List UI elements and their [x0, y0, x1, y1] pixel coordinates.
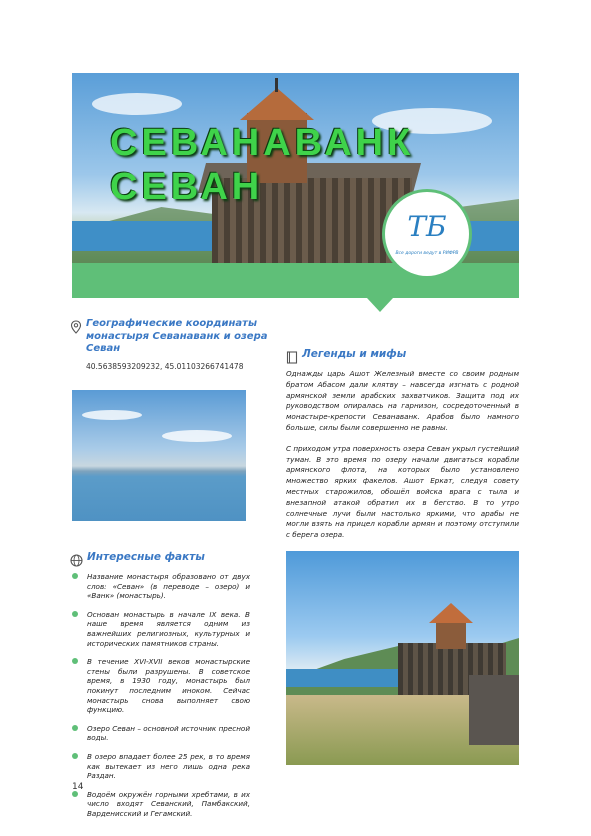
fact-text: Водоём окружён горными хребтами, в их число входят Севанский, Памбакский, Варденисский и Гегамский.: [87, 789, 250, 818]
bullet-icon: [72, 658, 78, 664]
fact-text: В течение XVI-XVII веков монастырские стены были разрушены. В советское время, в 1930 году, монастырь был покинут последним иноком. Сейчас монастырь снова выполняет свою функцию.: [87, 657, 250, 715]
logo: [385, 192, 469, 276]
speech-pointer: [367, 298, 393, 312]
list-item: [72, 724, 250, 743]
fact-text: Озеро Севан – основной источник пресной воды.: [87, 723, 250, 743]
photo-lake: [286, 669, 416, 687]
list-item: [72, 657, 250, 715]
photo-church-drum: [436, 621, 466, 649]
list-item: [72, 572, 250, 601]
cloud: [92, 93, 182, 115]
legends-text: [286, 369, 519, 551]
fact-text: В озеро впадает более 25 рек, в то время как вытекает из него лишь одна река Раздан.: [87, 751, 250, 781]
map-pin-icon: [70, 319, 82, 338]
bullet-icon: [72, 611, 78, 617]
bullet-icon: [72, 725, 78, 731]
cloud: [162, 430, 232, 442]
facts-heading: Интересные факты: [87, 551, 205, 563]
page-number: 14: [72, 782, 84, 792]
facts-list: [72, 572, 250, 827]
logo-motto: Все дороги ведут в РИФРВ: [395, 251, 459, 256]
list-item: [72, 752, 250, 781]
title-line-2: СЕВАН: [110, 166, 264, 208]
bullet-icon: [72, 753, 78, 759]
cross-icon: [275, 78, 278, 92]
lake-photo: [72, 390, 246, 521]
bullet-icon: [72, 573, 78, 579]
hero-church-dome: [240, 88, 314, 120]
list-item: [72, 610, 250, 648]
title-line-1: СЕВАНАВАНК: [110, 122, 415, 164]
logo-emblem: ТБ: [407, 210, 447, 243]
book-icon: [286, 349, 298, 368]
photo-church-dome: [429, 603, 473, 623]
legends-heading: Легенды и мифы: [302, 348, 407, 360]
list-item: [72, 790, 250, 819]
legend-paragraph: Однажды царь Ашот Железный вместе со своим родным братом Абасом дали клятву – навсегда изгнать с родной армянской земли арабских захватчиков. Защита под их руководством опиралась на гарнизон, сосредоточенный в монастыре-крепости Севанаванк. Арабов было намного больше, силы были совершенно не равны.: [286, 369, 519, 432]
cloud: [82, 410, 142, 420]
fact-text: Название монастыря образовано от двух слов: «Севан» (в переводе – озеро) и «Ванк» (монастырь).: [87, 572, 250, 601]
globe-icon: [70, 552, 83, 571]
photo-rocks: [469, 675, 519, 745]
legend-paragraph: С приходом утра поверхность озера Севан укрыл густейший туман. В это время по озеру начали двигаться корабли армянского флота, на которых было установлено множество ярких факелов. Ашот Еркат, следуя совету местных старожилов, обошёл войска врага с тыла и внезапной атакой обратил их в бегство. В то утро солнечные лучи были настолько яркими, что арабы не могли взять на прицел корабли армян и поэтому отступили с берега озера.: [286, 443, 519, 540]
fact-text: Основан монастырь в начале IX века. В наше время является одним из важнейших религиозных, культурных и исторических памятников страны.: [87, 609, 250, 648]
coordinates-value: 40.5638593209232, 45.01103266741478: [86, 362, 244, 371]
monastery-photo: [286, 551, 519, 765]
coordinates-heading: Географические координаты монастыря Севанаванк и озера Севан: [86, 318, 268, 354]
hero-green-band: [72, 263, 519, 298]
page-title: [110, 121, 414, 209]
